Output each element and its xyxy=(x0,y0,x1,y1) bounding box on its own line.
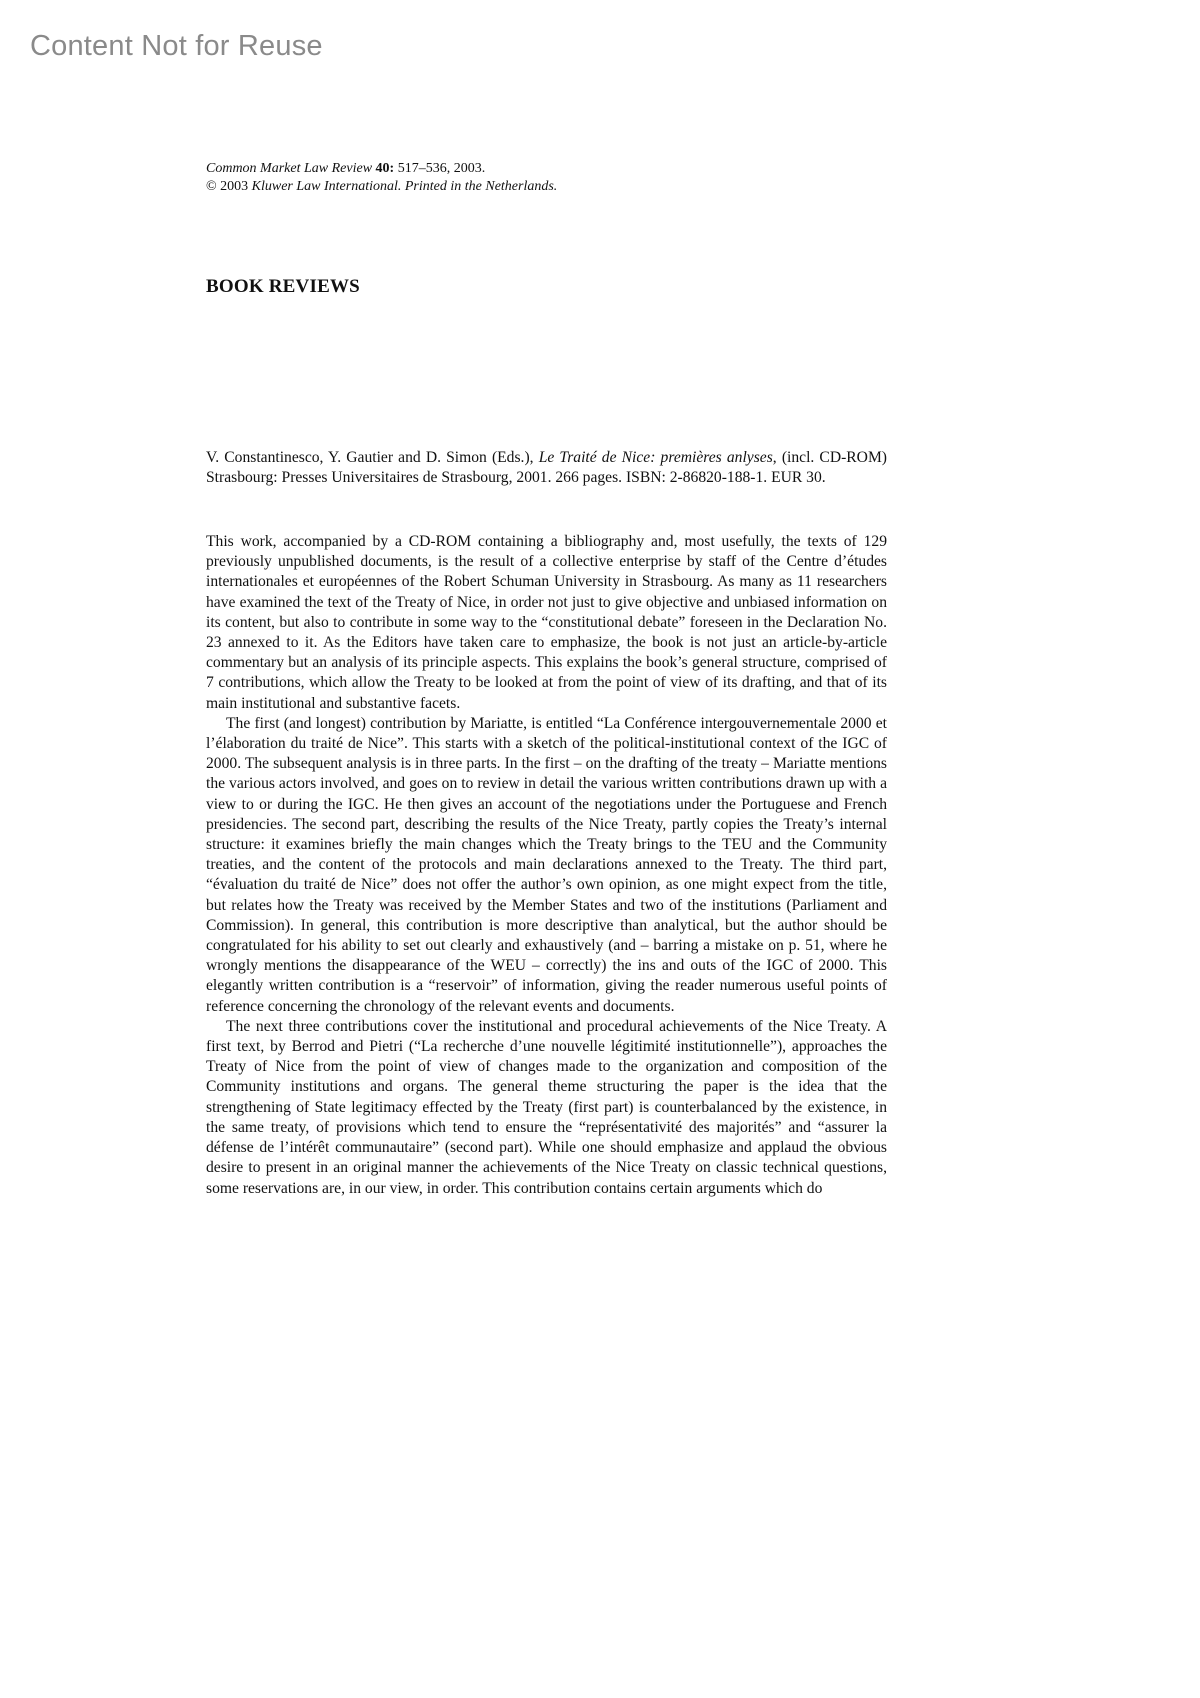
paragraph-1: This work, accompanied by a CD-ROM containing a bibliography and, most usefully, the texts of 129 previously unpublished documents, is the result of a collective enterprise by staff of the Centre d’études internationales et européennes of the Robert Schuman University in Strasbourg. As many as 11 researchers have examined the text of the Treaty of Nice, in order not just to give objective and unbiased information on its content, but also to contribute in some way to the “constitutional debate” foreseen in the Declaration No. 23 annexed to it. As the Editors have taken care to emphasize, the book is not just an article-by-article commentary but an analysis of its principle aspects. This explains the book’s general structure, comprised of 7 contributions, which allow the Treaty to be looked at from the point of view of its drafting, and that of its main institutional and substantive facets. xyxy=(206,533,887,712)
copyright-year: © 2003 xyxy=(206,179,249,194)
paragraph-3: The next three contributions cover the institutional and procedural achievements of the Nice Treaty. A first text, by Berrod and Pietri (“La recherche d’une nouvelle légitimité institutionnelle”), approaches the Treaty of Nice from the point of view of changes made to the organization and composition of the Community institutions and organs. The general theme structuring the paper is the idea that the strengthening of State legitimacy effected by the Treaty (first part) is counterbalanced by the existence, in the same treaty, of provisions which tend to ensure the “représentativité des majorités” and “assurer la défense de l’intérêt communautaire” (second part). While one should emphasize and applaud the obvious desire to present in an original manner the achievements of the Nice Treaty on classic technical questions, some reservations are, in our view, in order. This contribution contains certain arguments which do xyxy=(206,1017,887,1197)
book-title: Le Traité de Nice: premières anlyses xyxy=(538,449,773,466)
journal-pages-year: 517–536, 2003. xyxy=(397,161,486,176)
paragraph-2: The first (and longest) contribution by Mariatte, is entitled “La Conférence intergouvernementale 2000 et l’élaboration du traité de Nice”. This starts with a sketch of the political-institutional context of the IGC of 2000. The subsequent analysis is in three parts. In the first – on the drafting of the treaty – Mariatte mentions the various actors involved, and goes on to review in detail the various written contributions drawn up with a view to or during the IGC. He then gives an account of the negotiations under the Portuguese and French presidencies. The second part, describing the results of the Nice Treaty, partly copies the Treaty’s internal structure: it examines briefly the main changes which the Treaty brings to the TEU and the Community treaties, and the content of the protocols and main declarations annexed to the Treaty. The third part, “évaluation du traité de Nice” does not offer the author’s own opinion, as one might expect from the title, but relates how the Treaty was received by the Member States and two of the institutions (Parliament and Commission). In general, this contribution is more descriptive than analytical, but the author should be congratulated for his ability to set out clearly and exhaustively (and – barring a mistake on p. 51, where he wrongly mentions the disappearance of the WEU – correctly) the ins and outs of the IGC of 2000. This elegantly written contribution is a “reservoir” of information, giving the reader numerous useful points of reference concerning the chronology of the relevant events and documents. xyxy=(206,714,887,1015)
publisher-name: Kluwer Law International. xyxy=(251,179,402,194)
book-citation xyxy=(206,448,887,487)
section-title: BOOK REVIEWS xyxy=(206,276,360,297)
journal-name: Common Market Law Review xyxy=(206,161,373,176)
book-authors: V. Constantinesco, Y. Gautier and D. Simon (Eds.), xyxy=(206,449,534,466)
journal-citation-line xyxy=(206,160,887,178)
watermark-text: Content Not for Reuse xyxy=(30,30,323,62)
copyright-line xyxy=(206,178,887,196)
document-page xyxy=(206,160,888,1197)
journal-header xyxy=(206,160,887,196)
journal-volume: 40: xyxy=(375,161,395,176)
printed-notice: Printed in the Netherlands. xyxy=(404,179,558,194)
review-body xyxy=(206,532,887,1199)
book-details: , (incl. CD-ROM) Strasbourg: Presses Universitaires de Strasbourg, 2001. 266 pages. ISBN: 2-86820-188-1. EUR 30. xyxy=(206,449,888,486)
